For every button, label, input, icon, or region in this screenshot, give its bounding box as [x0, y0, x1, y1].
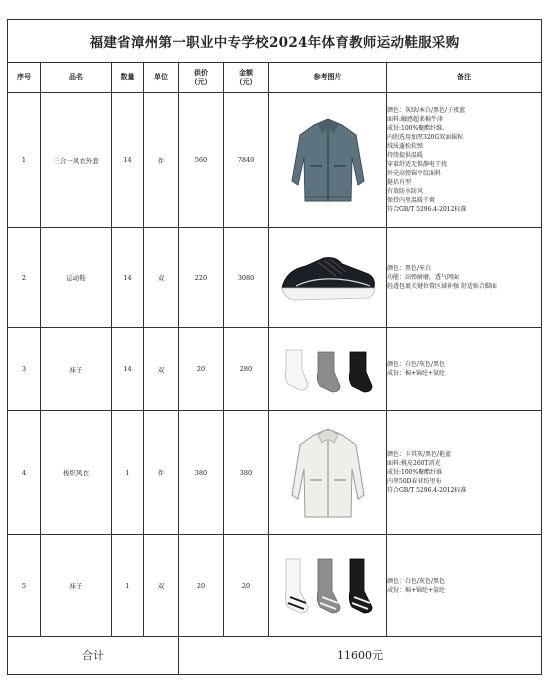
row-qty: 14 [112, 328, 144, 410]
row-notes [387, 227, 542, 327]
header-name: 品名 [41, 63, 112, 93]
note-line: 颜色：白色/灰色/黑色 [387, 577, 446, 585]
row-qty: 14 [112, 227, 144, 327]
header-price-line1: 供价 [194, 68, 208, 77]
note-line: 成份：棉+锦纶+氨纶 [387, 586, 446, 594]
row-qty: 1 [112, 410, 144, 535]
total-label: 合计 [8, 636, 179, 674]
row-price: 380 [179, 410, 224, 535]
note-line: 符合GB/T 5296.4-2012标准 [387, 206, 467, 214]
row-amount: 280 [224, 328, 269, 410]
note-line: 持续提供温暖 [387, 152, 424, 160]
row-notes [387, 410, 542, 535]
row-unit: 件 [144, 93, 179, 228]
note-line: 功能：高弹耐磨，透气网面 [387, 274, 460, 282]
row-name: 袜子 [41, 535, 112, 636]
row-image [269, 227, 387, 327]
row-unit: 双 [144, 328, 179, 410]
note-line: 颜色：灰绿/本白/黑色/子夜蓝 [387, 107, 466, 115]
row-no: 3 [8, 328, 41, 410]
row-notes [387, 535, 542, 636]
note-line: 有效防水防风 [387, 188, 424, 196]
table-row [8, 227, 542, 327]
note-line: 外壳高弹锦平纹面料 [387, 170, 442, 178]
row-image [269, 535, 387, 636]
jacket-image [288, 113, 368, 208]
note-line: 颜色：卡其灰/黑色/艳蓝 [387, 451, 452, 459]
row-no: 5 [8, 535, 41, 636]
note-line: 颜色：黑色/米白 [387, 265, 432, 273]
note-line: 穿着舒适无惧静电干扰 [387, 161, 448, 169]
table-row [8, 328, 542, 410]
header-qty: 数量 [112, 63, 144, 93]
note-line: 成份:100%聚酯纤维。 [387, 125, 449, 133]
row-image [269, 93, 387, 228]
note-line: 内胆选用加厚320G双面摇粒 [387, 134, 464, 142]
header-unit: 单位 [144, 63, 179, 93]
row-amount: 7840 [224, 93, 269, 228]
note-line: 绒质蓬松软弹 [387, 143, 424, 151]
total-row [8, 636, 542, 674]
note-line: 内里50D春亚纺里布 [387, 478, 442, 486]
header-no: 序号 [8, 63, 41, 93]
note-line: 成份:100%聚酯纤维 [387, 469, 443, 477]
jacket-image [288, 423, 368, 523]
table-row [8, 410, 542, 535]
row-amount: 3080 [224, 227, 269, 327]
row-unit: 双 [144, 227, 179, 327]
note-line: 颜色：白色/灰色/黑色 [387, 361, 446, 369]
header-price-line2: （元） [190, 77, 212, 86]
row-unit: 件 [144, 410, 179, 535]
header-notes: 备注 [387, 63, 542, 93]
row-price: 20 [179, 328, 224, 410]
header-amount-line1: 金额 [239, 68, 253, 77]
total-value: 11600元 [179, 636, 542, 674]
note-line: 符合GB/T 5296.4-2012标准 [387, 487, 467, 495]
note-line: 面料:触感超柔棉牛津 [387, 116, 444, 124]
header-price [179, 63, 224, 93]
row-amount: 20 [224, 535, 269, 636]
row-name: 三合一风衣外套 [41, 93, 112, 228]
row-price: 560 [179, 93, 224, 228]
header-image: 参考图片 [269, 63, 387, 93]
row-price: 20 [179, 535, 224, 636]
row-no: 4 [8, 410, 41, 535]
procurement-table [7, 19, 542, 675]
row-no: 2 [8, 227, 41, 327]
row-no: 1 [8, 93, 41, 228]
row-image [269, 328, 387, 410]
row-qty: 1 [112, 535, 144, 636]
table-row [8, 93, 542, 228]
row-name: 运动鞋 [41, 227, 112, 327]
row-unit: 双 [144, 535, 179, 636]
note-line: 成份：棉+锦纶+氨纶 [387, 370, 446, 378]
row-notes [387, 93, 542, 228]
row-notes [387, 328, 542, 410]
table-title: 福建省漳州第一职业中专学校2024年体育教师运动鞋服采购 [8, 20, 542, 63]
note-line: 保持内里温暖干爽 [387, 197, 436, 205]
header-row [8, 63, 542, 93]
row-name: 梭织风衣 [41, 410, 112, 535]
crew-socks-image [278, 555, 378, 617]
ankle-socks-image [278, 344, 378, 394]
note-line: 面料:桃皮260T消光 [387, 460, 441, 468]
header-amount [224, 63, 269, 93]
row-name: 袜子 [41, 328, 112, 410]
header-amount-line2: （元） [235, 77, 257, 86]
sneaker-image [276, 246, 380, 310]
note-line: 轻透包裹关键位置区域补强 舒适贴合脚面 [387, 283, 497, 291]
row-qty: 14 [112, 93, 144, 228]
note-line: 挺括有型 [387, 179, 412, 187]
row-price: 220 [179, 227, 224, 327]
row-amount: 380 [224, 410, 269, 535]
row-image [269, 410, 387, 535]
table-row [8, 535, 542, 636]
